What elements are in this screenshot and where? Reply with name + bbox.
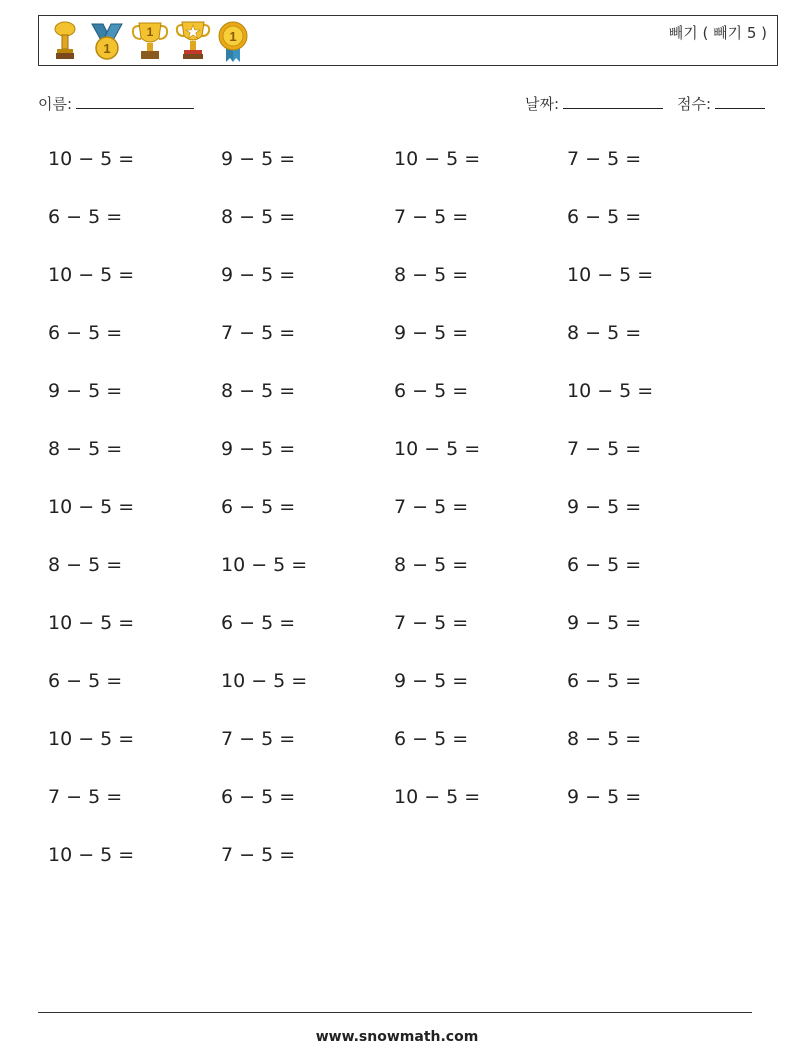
date-field xyxy=(525,93,663,114)
problem-item: 9 − 5 = xyxy=(567,496,642,518)
problem-item: 9 − 5 = xyxy=(394,670,469,692)
problem-item: 10 − 5 = xyxy=(48,148,135,170)
problem-item: 9 − 5 = xyxy=(221,438,296,460)
problem-item: 7 − 5 = xyxy=(221,322,296,344)
problem-item: 6 − 5 = xyxy=(48,206,123,228)
problem-item: 6 − 5 = xyxy=(221,496,296,518)
problem-item: 10 − 5 = xyxy=(567,380,654,402)
problem-item: 10 − 5 = xyxy=(394,438,481,460)
problem-item: 10 − 5 = xyxy=(48,844,135,866)
problem-item: 8 − 5 = xyxy=(567,728,642,750)
problem-item: 6 − 5 = xyxy=(221,786,296,808)
problem-item: 7 − 5 = xyxy=(567,148,642,170)
footer-divider xyxy=(38,1012,752,1013)
problem-item: 9 − 5 = xyxy=(48,380,123,402)
problem-item: 10 − 5 = xyxy=(48,612,135,634)
problem-item: 7 − 5 = xyxy=(221,844,296,866)
problem-item: 10 − 5 = xyxy=(48,496,135,518)
problem-item: 10 − 5 = xyxy=(394,148,481,170)
date-label: 날짜: xyxy=(525,95,560,113)
problem-item: 10 − 5 = xyxy=(48,264,135,286)
problem-item: 6 − 5 = xyxy=(48,322,123,344)
rosette-medal-icon xyxy=(217,20,249,64)
problem-item: 6 − 5 = xyxy=(394,380,469,402)
medal-ribbon-icon xyxy=(89,20,125,62)
problem-item: 7 − 5 = xyxy=(394,496,469,518)
problem-item: 8 − 5 = xyxy=(567,322,642,344)
problem-item: 6 − 5 = xyxy=(394,728,469,750)
problem-item: 9 − 5 = xyxy=(567,786,642,808)
problem-item: 8 − 5 = xyxy=(48,554,123,576)
star-trophy-icon xyxy=(175,20,211,62)
worksheet-title: 빼기 ( 빼기 5 ) xyxy=(668,24,767,42)
problem-item: 7 − 5 = xyxy=(48,786,123,808)
svg-text:1: 1 xyxy=(229,29,237,44)
problem-item: 9 − 5 = xyxy=(567,612,642,634)
problem-item: 6 − 5 = xyxy=(567,554,642,576)
problem-item: 8 − 5 = xyxy=(221,206,296,228)
problem-item: 6 − 5 = xyxy=(567,670,642,692)
problem-item: 6 − 5 = xyxy=(48,670,123,692)
problem-item: 9 − 5 = xyxy=(221,148,296,170)
problem-item: 7 − 5 = xyxy=(394,206,469,228)
problem-item: 10 − 5 = xyxy=(221,554,308,576)
score-label: 점수: xyxy=(677,95,712,113)
problem-item: 7 − 5 = xyxy=(221,728,296,750)
problem-item: 9 − 5 = xyxy=(221,264,296,286)
problem-item: 7 − 5 = xyxy=(567,438,642,460)
problem-item: 10 − 5 = xyxy=(394,786,481,808)
score-blank[interactable] xyxy=(715,94,765,109)
problem-item: 10 − 5 = xyxy=(48,728,135,750)
score-field xyxy=(677,93,765,114)
problem-item: 7 − 5 = xyxy=(394,612,469,634)
problem-item: 8 − 5 = xyxy=(221,380,296,402)
problem-item: 8 − 5 = xyxy=(48,438,123,460)
award-icons xyxy=(47,20,249,64)
problem-item: 8 − 5 = xyxy=(394,264,469,286)
date-blank[interactable] xyxy=(563,94,663,109)
problem-item: 6 − 5 = xyxy=(567,206,642,228)
problem-item: 10 − 5 = xyxy=(567,264,654,286)
name-label: 이름: xyxy=(38,95,73,113)
trophy-icon xyxy=(47,20,83,62)
footer-website: www.snowmath.com xyxy=(315,1029,479,1045)
problem-item: 6 − 5 = xyxy=(221,612,296,634)
problem-item: 8 − 5 = xyxy=(394,554,469,576)
worksheet-header xyxy=(38,15,778,66)
problem-item: 10 − 5 = xyxy=(221,670,308,692)
problem-item: 9 − 5 = xyxy=(394,322,469,344)
name-blank[interactable] xyxy=(76,94,194,109)
name-field xyxy=(38,93,194,114)
svg-text:1: 1 xyxy=(103,41,111,56)
trophy-cup-icon xyxy=(131,20,169,62)
svg-text:1: 1 xyxy=(146,25,154,39)
